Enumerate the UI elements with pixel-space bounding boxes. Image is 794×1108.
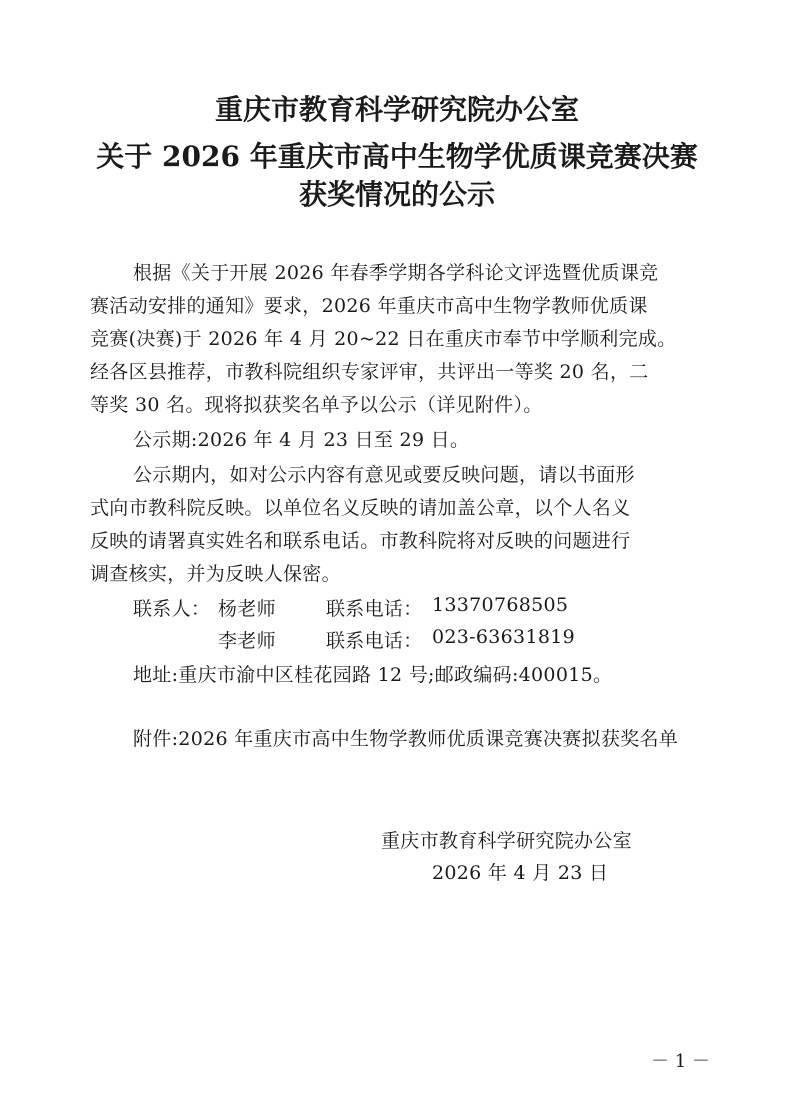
signature-org: 重庆市教育科学研究院办公室 (381, 830, 632, 852)
contact-phone-label: 联系电话： (326, 630, 423, 652)
document-title-line-3: 获奖情况的公示 (298, 178, 495, 211)
paragraph-line: 公示期内，如对公示内容有意见或要反映问题，请以书面形 (133, 464, 635, 486)
paragraph-line: 等奖 30 名。现将拟获奖名单予以公示（详见附件）。 (90, 394, 543, 416)
paragraph-line: 反映的请署真实姓名和联系电话。市教科院将对反映的问题进行 (90, 530, 631, 552)
attachment-line: 附件:2026 年重庆市高中生物学教师优质课竞赛决赛拟获奖名单 (133, 728, 679, 750)
contact-phone: 023-63631819 (432, 626, 575, 648)
paragraph-line: 调查核实，并为反映人保密。 (90, 563, 341, 585)
contact-phone: 13370768505 (432, 594, 569, 616)
page-number: － 1 － (651, 1051, 710, 1072)
document-title-line-2: 关于 2026 年重庆市高中生物学优质课竞赛决赛 (96, 140, 698, 173)
address-line: 地址:重庆市渝中区桂花园路 12 号;邮政编码:400015。 (133, 664, 613, 686)
paragraph-line: 竞赛(决赛)于 2026 年 4 月 20~22 日在重庆市奉节中学顺利完成。 (90, 328, 677, 350)
paragraph-line: 根据《关于开展 2026 年春季学期各学科论文评选暨优质课竞 (133, 262, 659, 284)
publicity-period: 公示期:2026 年 4 月 23 日至 29 日。 (133, 429, 470, 451)
contact-phone-label: 联系电话： (326, 598, 423, 620)
document-title-line-1: 重庆市教育科学研究院办公室 (214, 93, 579, 126)
paragraph-line: 经各区县推荐，市教科院组织专家评审，共评出一等奖 20 名，二 (90, 361, 649, 383)
contact-name: 李老师 (218, 630, 276, 652)
paragraph-line: 式向市教科院反映。以单位名义反映的请加盖公章，以个人名义 (90, 497, 631, 519)
signature-date: 2026 年 4 月 23 日 (432, 862, 609, 884)
contacts-label: 联系人： (133, 598, 211, 620)
paragraph-line: 赛活动安排的通知》要求，2026 年重庆市高中生物学教师优质课 (90, 295, 648, 317)
contact-name: 杨老师 (218, 598, 276, 620)
